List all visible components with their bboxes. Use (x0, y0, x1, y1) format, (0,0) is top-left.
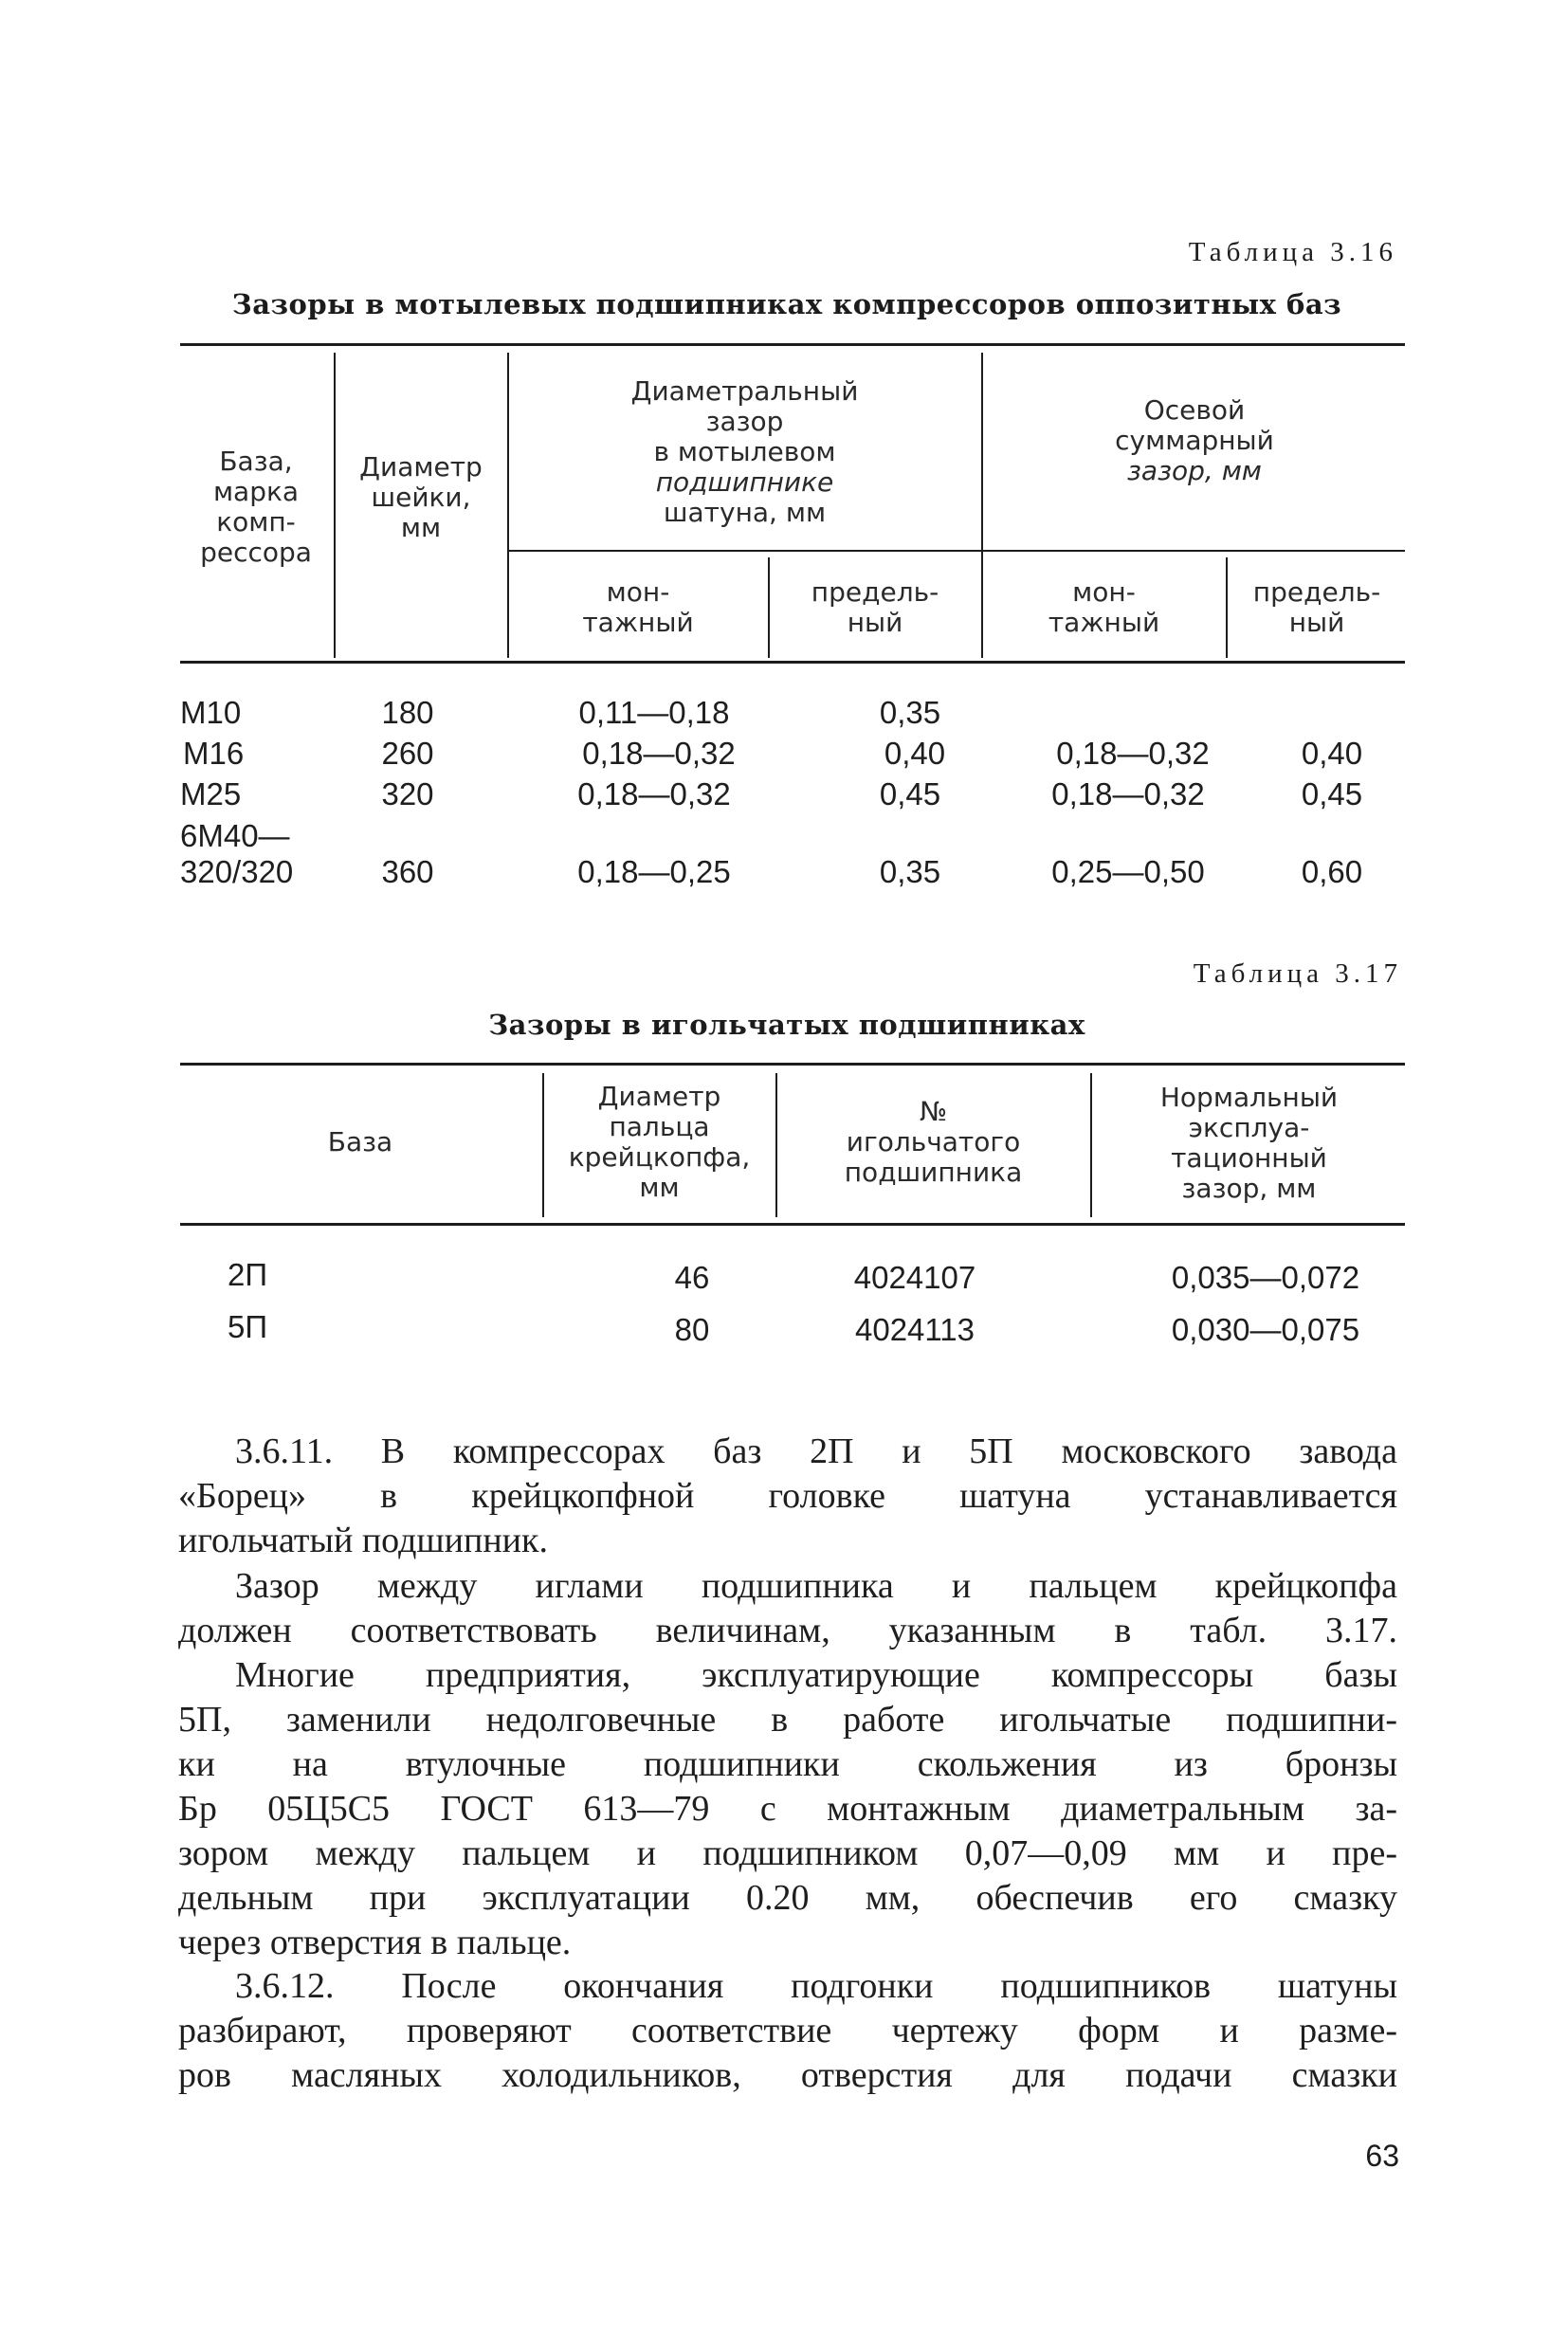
paragraph-3-6-11 (178, 1430, 1397, 1563)
cell-base: М10 (180, 695, 242, 730)
cell-bearing-number: 4024107 (853, 1260, 976, 1295)
table-3-17-top-rule (180, 1063, 1405, 1066)
cell-axial-mounting: 0,25—0,50 (1051, 854, 1205, 889)
table-3-16-caption: Таблица 3.16 (1188, 237, 1397, 267)
cell-diametral-mounting: 0,18—0,25 (577, 854, 731, 889)
text-line: «Борец» в крейцкопфной головке шатуна устанавливается (178, 1476, 1397, 1516)
header-bearing-number: № игольчатого подшипника (844, 1096, 1023, 1188)
text-line: 5П, заменили недолговечные в работе игольчатые подшипни- (178, 1700, 1397, 1740)
header-pin-diameter: Диаметр пальца крейцкопфа, мм (568, 1081, 751, 1203)
table-3-16-divider (334, 353, 336, 658)
header-diametral-gap: Диаметральный зазор в мотылевом подшипнике шатуна, мм (630, 375, 859, 528)
paragraph-3-6-12 (178, 1964, 1397, 2098)
cell-axial-mounting: 0,18—0,32 (1051, 776, 1205, 811)
header-axial-limit: предель- ный (1252, 576, 1381, 638)
table-3-17-divider (1090, 1073, 1092, 1217)
table-3-16-divider (507, 353, 509, 658)
cell-diametral-limit: 0,45 (879, 776, 941, 811)
cell-axial-limit: 0,45 (1301, 776, 1363, 811)
cell-diametral-mounting: 0,18—0,32 (577, 776, 731, 811)
text-line: зором между пальцем и подшипником 0,07—0,09 мм и пре- (178, 1833, 1397, 1873)
text-line: ки на втулочные подшипники скольжения из бронзы (178, 1744, 1397, 1784)
cell-axial-limit: 0,40 (1301, 736, 1363, 771)
text-line: 3.6.11. В компрессорах баз 2П и 5П московского завода (235, 1431, 1397, 1471)
text-line: Бр 05Ц5С5 ГОСТ 613—79 с монтажным диаметральным за- (178, 1789, 1397, 1829)
cell-axial-mounting: 0,18—0,32 (1056, 736, 1210, 771)
table-3-17-title: Зазоры в игольчатых подшипниках (488, 1009, 1085, 1041)
text-line: Многие предприятия, эксплуатирующие компрессоры базы (235, 1655, 1397, 1695)
cell-normal-gap: 0,030—0,075 (1171, 1312, 1360, 1347)
table-3-16-title: Зазоры в мотылевых подшипниках компрессоров оппозитных баз (231, 288, 1342, 320)
text-line: 3.6.12. После окончания подгонки подшипников шатуны (235, 1966, 1397, 2006)
header-base: База (327, 1126, 393, 1157)
header-normal-gap: Нормальный эксплуа- тационный зазор, мм (1159, 1081, 1339, 1204)
cell-base: 2П (228, 1257, 268, 1292)
cell-base: М25 (180, 776, 242, 811)
cell-diameter: 180 (381, 695, 434, 730)
header-diametral-limit: предель- ный (811, 576, 939, 638)
cell-diametral-limit: 0,35 (879, 854, 941, 889)
table-3-17-divider (775, 1073, 777, 1217)
table-3-16-subheader-rule (507, 550, 1405, 552)
table-3-17-header-bottom-rule (180, 1223, 1405, 1226)
header-axial-gap: Осевой суммарный зазор, мм (1115, 394, 1274, 486)
cell-base: М16 (183, 736, 245, 771)
cell-diametral-mounting: 0,18—0,32 (582, 736, 736, 771)
cell-diametral-limit: 0,35 (879, 695, 941, 730)
table-3-16-divider (1226, 557, 1228, 658)
header-journal-diameter: Диаметр шейки, мм (359, 451, 483, 543)
text-line: игольчатый подшипник. (178, 1521, 548, 1560)
cell-base: 6М40— (180, 818, 290, 853)
text-line: Зазор между иглами подшипника и пальцем крейцкопфа (235, 1566, 1397, 1606)
cell-normal-gap: 0,035—0,072 (1171, 1260, 1360, 1295)
table-3-16-divider (981, 353, 983, 658)
text-line: ров масляных холодильников, отверстия для подачи смазки (178, 2055, 1397, 2095)
cell-base-continued: 320/320 (180, 854, 294, 889)
table-3-16-divider (768, 557, 770, 658)
page-number: 63 (1365, 2139, 1399, 2173)
cell-bearing-number: 4024113 (854, 1312, 975, 1347)
table-3-16-header-bottom-rule (180, 661, 1405, 664)
cell-diameter: 260 (381, 736, 434, 771)
cell-pin-diameter: 80 (674, 1312, 710, 1347)
paragraph-gap-requirement (178, 1564, 1397, 1653)
table-3-17-divider (542, 1073, 544, 1217)
header-axial-mounting: мон- тажный (1048, 576, 1160, 638)
cell-diametral-limit: 0,40 (884, 736, 946, 771)
paragraph-bushing-replacement (178, 1653, 1397, 1965)
text-line: должен соответствовать величинам, указанным в табл. 3.17. (178, 1611, 1397, 1650)
cell-diameter: 320 (381, 776, 434, 811)
table-3-17-caption: Таблица 3.17 (1193, 958, 1402, 989)
cell-pin-diameter: 46 (674, 1260, 710, 1295)
header-base-brand: База, марка комп- рессора (200, 446, 312, 568)
cell-axial-limit: 0,60 (1301, 854, 1363, 889)
table-3-16-top-rule (180, 343, 1405, 346)
cell-diameter: 360 (381, 854, 434, 889)
text-line: разбирают, проверяют соответствие чертежу форм и разме- (178, 2011, 1397, 2050)
cell-diametral-mounting: 0,11—0,18 (578, 695, 730, 730)
header-diametral-mounting: мон- тажный (582, 576, 694, 638)
cell-base: 5П (228, 1309, 268, 1344)
text-line: через отверстия в пальце. (178, 1923, 572, 1962)
text-line: дельным при эксплуатации 0.20 мм, обеспечив его смазку (178, 1878, 1397, 1918)
